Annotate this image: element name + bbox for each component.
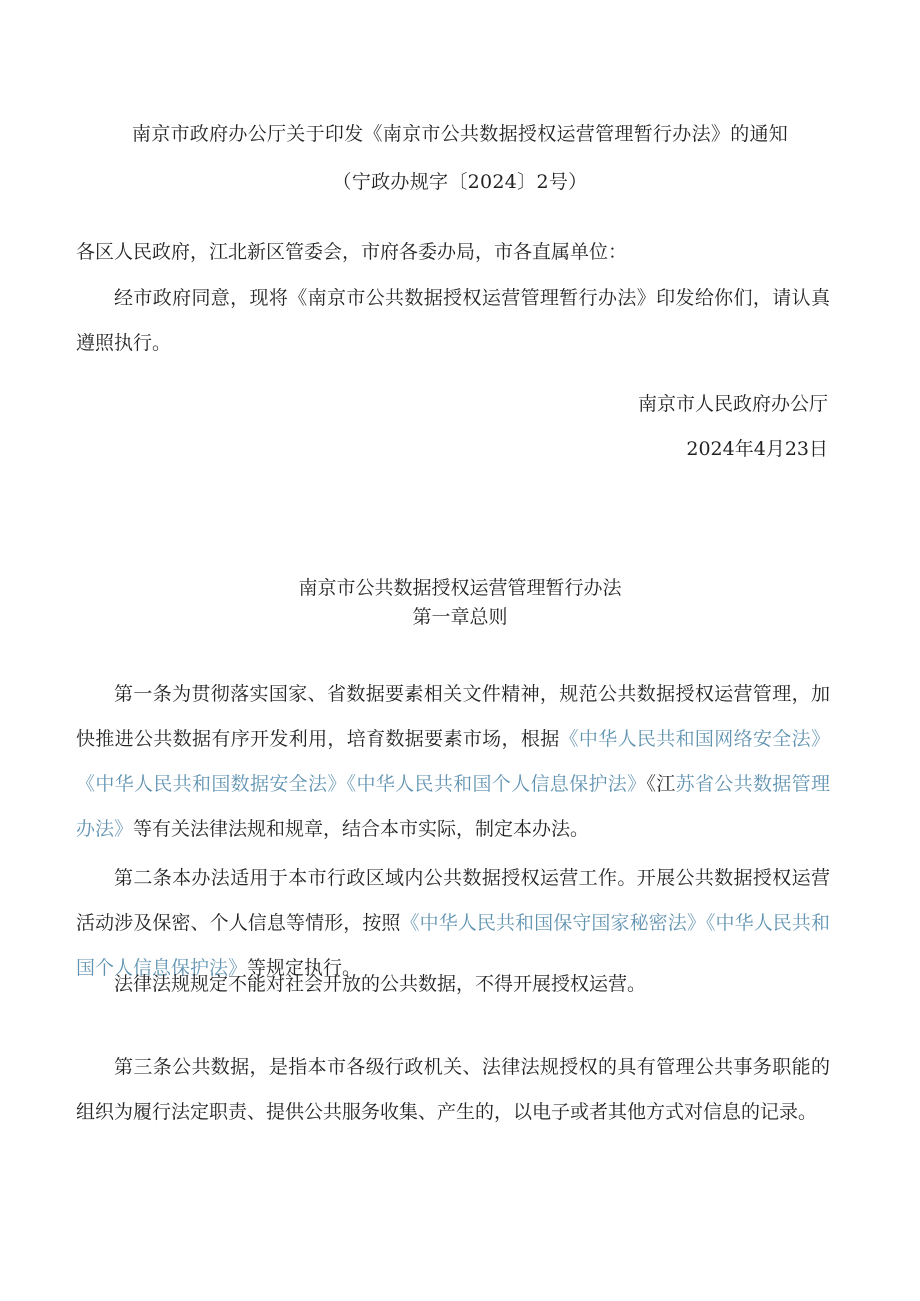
article-2-text: 第二条本办法适用于本市行政区域内公共数据授权运营工作。开展公共数据授权运营活动涉及保密、个人信息等情形，按照 bbox=[76, 867, 830, 934]
law-link-personal-information[interactable]: 《中华人民共和国个人信息保护法》 bbox=[346, 773, 647, 795]
document-number: （宁政办规字〔2024〕2号） bbox=[332, 171, 588, 193]
law-link-cybersecurity[interactable]: 《中华人民共和国网络安全法》 bbox=[559, 728, 830, 750]
article-1-text-end: 等有关法律法规和规章，结合本市实际，制定本办法。 bbox=[133, 818, 590, 840]
regulation-title-start: 《江 bbox=[646, 773, 676, 795]
notice-title: 南京市政府办公厅关于印发《南京市公共数据授权运营管理暂行办法》的通知 bbox=[131, 123, 789, 145]
article-1-paragraph bbox=[76, 672, 830, 852]
signing-date: 2024年4月23日 bbox=[686, 438, 828, 460]
article-2-second-paragraph: 法律法规规定不能对社会开放的公共数据，不得开展授权运营。 bbox=[114, 973, 647, 995]
regulation-link-jiangsu-public-data[interactable]: 苏省公共数据管理办法》 bbox=[76, 773, 830, 840]
signing-authority: 南京市人民政府办公厅 bbox=[637, 393, 828, 415]
chapter-heading: 第一章总则 bbox=[412, 606, 508, 628]
law-link-personal-information-2[interactable]: 《中华人民共和国个人信息保护法》 bbox=[76, 912, 830, 979]
addressee-line: 各区人民政府，江北新区管委会，市府各委办局，市各直属单位： bbox=[76, 241, 628, 263]
law-link-state-secrets[interactable]: 《中华人民共和国保守国家秘密法》 bbox=[400, 912, 706, 934]
article-3-paragraph: 第三条公共数据，是指本市各级行政机关、法律法规授权的具有管理公共事务职能的组织为履行法定职责、提供公共服务收集、产生的，以电子或者其他方式对信息的记录。 bbox=[76, 1056, 830, 1123]
law-link-data-security[interactable]: 《中华人民共和国数据安全法》 bbox=[76, 773, 347, 795]
article-2-text-end: 等规定执行。 bbox=[247, 957, 362, 979]
article-1-text: 第一条为贯彻落实国家、省数据要素相关文件精神，规范公共数据授权运营管理，加快推进公共数据有序开发利用，培育数据要素市场，根据 bbox=[76, 683, 830, 750]
measures-title: 南京市公共数据授权运营管理暂行办法 bbox=[298, 577, 622, 599]
notice-intro-paragraph: 经市政府同意，现将《南京市公共数据授权运营管理暂行办法》印发给你们，请认真遵照执行。 bbox=[76, 287, 830, 354]
